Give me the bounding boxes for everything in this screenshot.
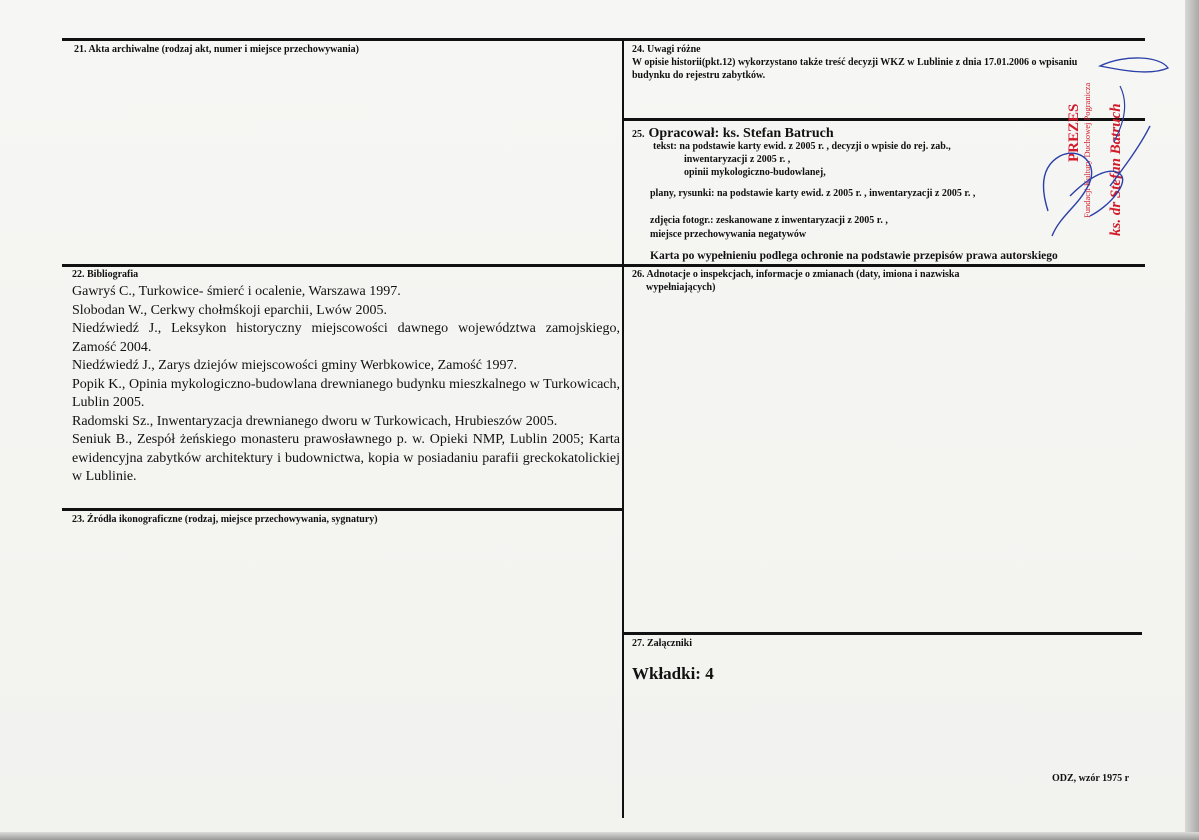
section-25-zdjecia-line1: zdjęcia fotogr.: zeskanowane z inwentaryzacji z 2005 r. ,	[650, 215, 888, 226]
bibliography-entry: Popik K., Opinia mykologiczno-budowlana drewnianego budynku mieszkalnego w Turkowicach, Lublin 2005.	[72, 376, 620, 410]
section-24-line1: W opisie historii(pkt.12) wykorzystano także treść decyzji WKZ w Lublinie z dnia 17.01.2006 o wpisaniu	[632, 57, 1078, 68]
bibliography-entry: Radomski Sz., Inwentaryzacja drewnianego dworu w Turkowicach, Hrubieszów 2005.	[72, 413, 558, 429]
bibliography-entry: Gawryś C., Turkowice- śmierć i ocalenie, Warszawa 1997.	[72, 284, 401, 299]
bibliography-entry: Seniuk B., Zespół żeńskiego monasteru prawosławnego p. w. Opieki NMP, Lublin 2005; Karta ewidencyjna zabytków architektury i budownictwa, kopia w posiadaniu parafii greckokatolickiej w Lublinie.	[72, 432, 620, 484]
stamp-name: ks. dr Stefan Batruch	[1108, 103, 1124, 236]
section-25-number: 25.	[632, 129, 645, 140]
bibliography-entry: Niedźwiedź J., Leksykon historyczny miejscowości dawnego województwa zamojskiego, Zamość 2004.	[72, 321, 620, 355]
rule-26-27	[622, 632, 1142, 635]
section-24-line2: budynku do rejestru zabytków.	[632, 70, 766, 81]
section-25-tekst-line1: tekst: na podstawie karty ewid. z 2005 r. , decyzji o wpisie do rej. zab.,	[653, 141, 951, 152]
stamp-organization: Fundacji Kultury Duchowej Pogranicza	[1082, 82, 1092, 218]
section-26-header-cont: wypełniających)	[646, 282, 716, 293]
section-25-header: Opracował: ks. Stefan Batruch	[648, 126, 834, 141]
section-26-header: 26. Adnotacje o inspekcjach, informacje o zmianach (daty, imiona i nazwiska	[632, 269, 960, 280]
attachments-count: Wkładki: 4	[632, 664, 714, 683]
section-23-header: 23. Źródła ikonograficzne (rodzaj, miejsce przechowywania, sygnatury)	[72, 514, 378, 525]
form-version-footer: ODZ, wzór 1975 r	[1052, 773, 1130, 784]
rule-middle	[62, 264, 1145, 267]
bibliography-entry: Slobodan W., Cerkwy chołmśkoji eparchii, Lwów 2005.	[72, 302, 387, 318]
page-edge-right	[1185, 0, 1199, 840]
section-25-copyright-note: Karta po wypełnieniu podlega ochronie na podstawie przepisów prawa autorskiego	[650, 250, 1058, 262]
section-25-tekst-line3: opinii mykologiczno-budowlanej,	[684, 167, 826, 178]
stamp-title: PREZES	[1066, 103, 1082, 162]
section-25-plany: plany, rysunki: na podstawie karty ewid. z 2005 r. , inwentaryzacji z 2005 r. ,	[650, 188, 976, 199]
top-rule	[62, 38, 1145, 41]
rule-22-23	[62, 508, 622, 511]
section-25-tekst-line2: inwentaryzacji z 2005 r. ,	[684, 154, 791, 165]
section-22-header: 22. Bibliografia	[72, 269, 139, 280]
section-21-header: 21. Akta archiwalne (rodzaj akt, numer i miejsce przechowywania)	[74, 44, 359, 55]
section-27-header: 27. Załączniki	[632, 638, 693, 649]
page-edge-bottom	[0, 832, 1199, 840]
section-25-zdjecia-line2: miejsce przechowywania negatywów	[650, 229, 807, 240]
bibliography-entry: Niedźwiedź J., Zarys dziejów miejscowości gminy Werbkowice, Zamość 1997.	[72, 358, 517, 373]
bibliography-list	[72, 283, 620, 487]
signature-icon	[1030, 46, 1170, 246]
center-divider	[622, 38, 624, 818]
section-24-header: 24. Uwagi różne	[632, 44, 701, 55]
